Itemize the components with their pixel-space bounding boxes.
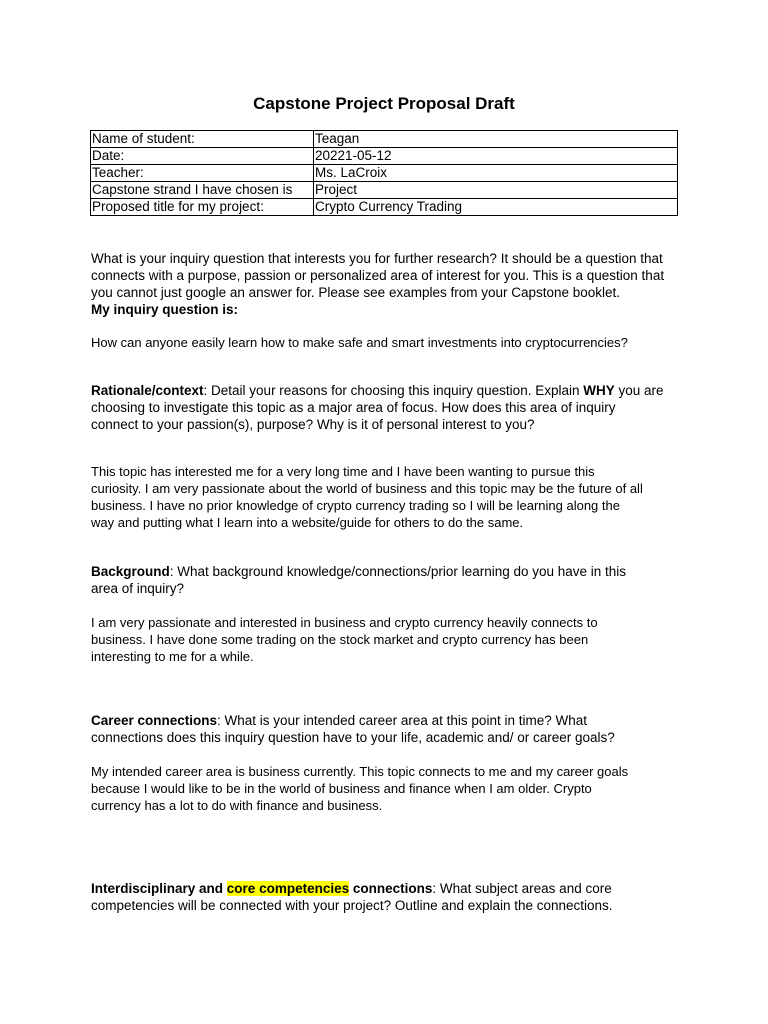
student-info-table <box>90 130 678 216</box>
row-value: Project <box>314 182 678 199</box>
rationale-prompt <box>91 382 691 433</box>
rationale-answer <box>91 463 691 531</box>
table-row <box>91 165 678 182</box>
answer-line: I am very passionate and interested in business and crypto currency heavily connects to <box>91 615 598 630</box>
background-heading: Background <box>91 564 170 579</box>
answer-line: way and putting what I learn into a website/guide for others to do the same. <box>91 515 524 530</box>
answer-line: business. I have no prior knowledge of crypto currency trading so I will be learning along the <box>91 498 620 513</box>
rationale-heading: Rationale/context <box>91 383 204 398</box>
prompt-line: you cannot just google an answer for. Please see examples from your Capstone booklet. <box>91 285 621 300</box>
background-answer <box>91 614 691 665</box>
answer-line: currency has a lot to do with finance and business. <box>91 798 383 813</box>
table-row <box>91 148 678 165</box>
row-label: Teacher: <box>91 165 314 182</box>
answer-line: My intended career area is business currently. This topic connects to me and my career goals <box>91 764 629 779</box>
row-value: Teagan <box>314 131 678 148</box>
row-label: Date: <box>91 148 314 165</box>
prompt-line: What is your inquiry question that interests you for further research? It should be a question that <box>91 251 663 266</box>
table-row <box>91 182 678 199</box>
row-label: Name of student: <box>91 131 314 148</box>
row-label: Capstone strand I have chosen is <box>91 182 314 199</box>
career-answer <box>91 763 691 814</box>
answer-line: curiosity. I am very passionate about the world of business and this topic may be the future of all <box>91 481 643 496</box>
row-value: 20221-05-12 <box>314 148 678 165</box>
prompt-line: competencies will be connected with your project? Outline and explain the connections. <box>91 898 613 913</box>
answer-line: This topic has interested me for a very long time and I have been wanting to pursue this <box>91 464 595 479</box>
page-title: Capstone Project Proposal Draft <box>253 94 515 113</box>
prompt-line: choosing to investigate this topic as a major area of focus. How does this area of inquiry <box>91 400 616 415</box>
emphasis-text: WHY <box>583 383 615 398</box>
answer-line: business. I have done some trading on the stock market and crypto currency has been <box>91 632 589 647</box>
interdisciplinary-heading: Interdisciplinary and <box>91 881 227 896</box>
prompt-text: you are <box>614 383 664 398</box>
background-prompt <box>91 563 691 597</box>
row-value: Ms. LaCroix <box>314 165 678 182</box>
prompt-text: : Detail your reasons for choosing this inquiry question. Explain <box>203 383 584 398</box>
table-row <box>91 199 678 216</box>
table-row <box>91 131 678 148</box>
prompt-text: : What is your intended career area at this point in time? What <box>217 713 587 728</box>
interdisciplinary-prompt <box>91 880 691 914</box>
answer-line: because I would like to be in the world of business and finance when I am older. Crypto <box>91 781 592 796</box>
career-heading: Career connections <box>91 713 218 728</box>
answer-line: interesting to me for a while. <box>91 649 254 664</box>
interdisciplinary-heading-end: connections <box>349 881 433 896</box>
highlighted-text: core competencies <box>226 881 350 896</box>
prompt-text: : What subject areas and core <box>432 881 612 896</box>
inquiry-answer: How can anyone easily learn how to make safe and smart investments into cryptocurrencies? <box>91 335 628 350</box>
row-label: Proposed title for my project: <box>91 199 314 216</box>
row-value: Crypto Currency Trading <box>314 199 678 216</box>
prompt-text: : What background knowledge/connections/prior learning do you have in this <box>169 564 627 579</box>
prompt-line: connect to your passion(s), purpose? Why is it of personal interest to you? <box>91 417 535 432</box>
inquiry-label: My inquiry question is: <box>91 302 239 317</box>
inquiry-prompt <box>91 250 691 318</box>
prompt-line: area of inquiry? <box>91 581 185 596</box>
career-prompt <box>91 712 691 746</box>
prompt-line: connects with a purpose, passion or personalized area of interest for you. This is a question that <box>91 268 665 283</box>
prompt-line: connections does this inquiry question have to your life, academic and/ or career goals? <box>91 730 615 745</box>
